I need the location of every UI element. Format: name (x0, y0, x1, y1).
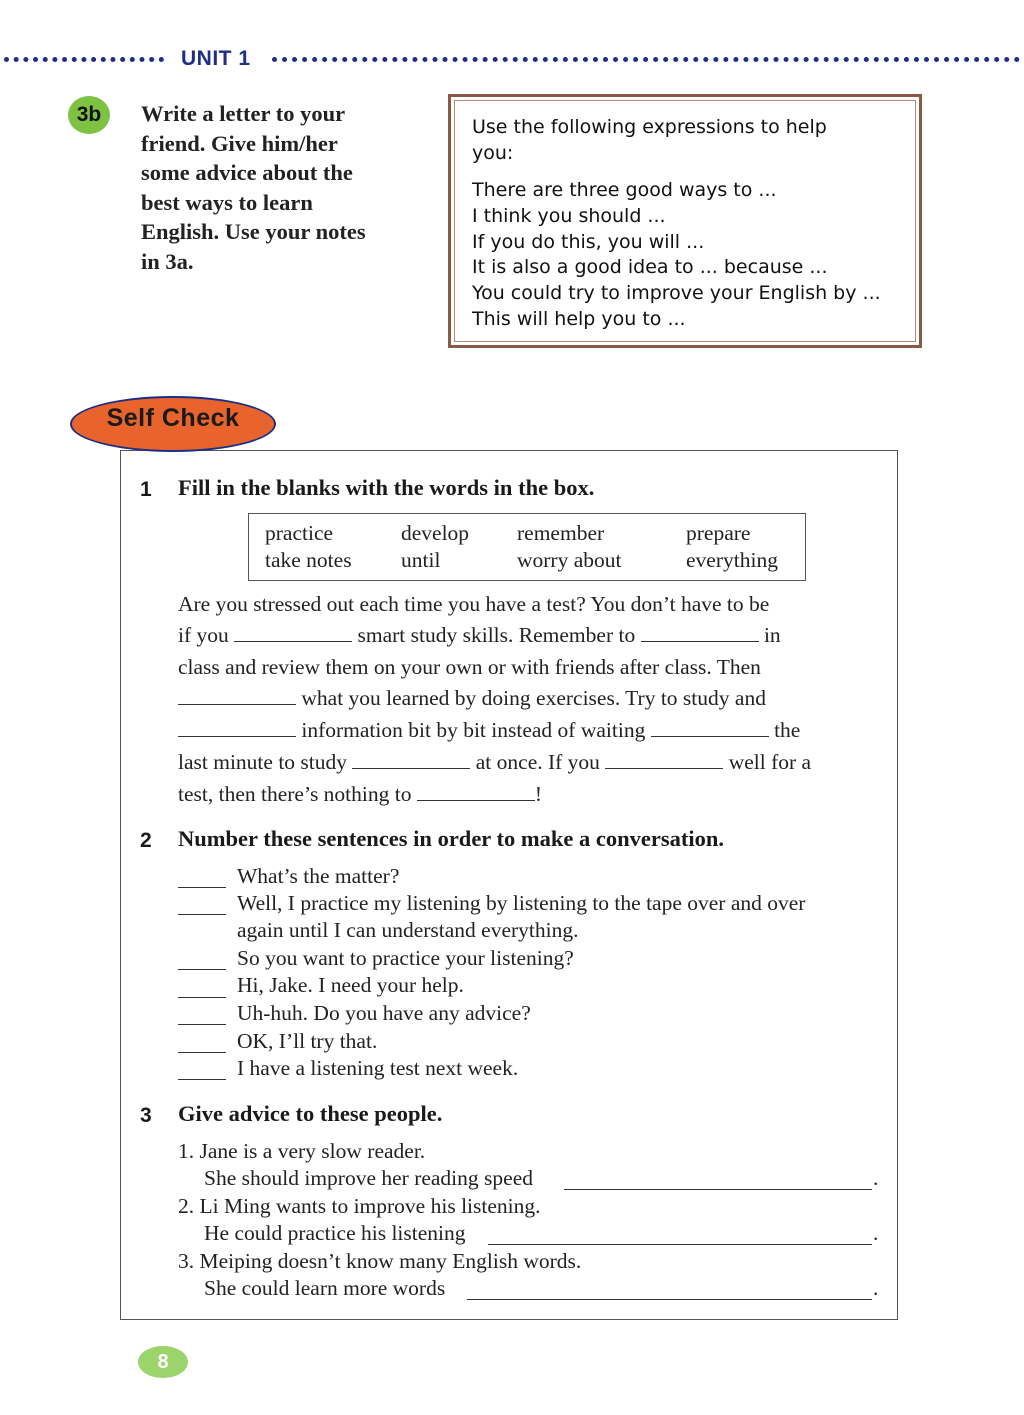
word-item: until (401, 548, 441, 572)
task-3b-line: Write a letter to your (141, 101, 346, 126)
fill-blank[interactable] (605, 750, 723, 769)
task-3b-line: friend. Give him/her (141, 130, 338, 156)
expression-item: If you do this, you will ... (472, 230, 705, 253)
advice-answer-blank[interactable] (488, 1244, 872, 1245)
header-dots-left (4, 57, 164, 62)
conversation-line: I have a listening test next week. (237, 1056, 519, 1080)
advice-answer-blank[interactable] (467, 1299, 872, 1300)
q1-paragraph-line: last minute to study at once. If you well for a (178, 750, 812, 774)
q1-paragraph-line: what you learned by doing exercises. Try to study and (178, 686, 868, 711)
q1-paragraph-line: class and review them on your own or with friends after class. Then (178, 655, 761, 679)
order-blank[interactable] (178, 887, 226, 888)
advice-end-mark: . (873, 1221, 879, 1245)
fill-blank[interactable] (417, 782, 535, 801)
task-3b-instructions (141, 99, 411, 277)
task-3b-line: some advice about the (141, 160, 353, 186)
word-item: develop (401, 521, 470, 545)
word-item: worry about (517, 548, 622, 572)
fill-blank[interactable] (651, 718, 769, 737)
advice-answer-blank[interactable] (564, 1189, 872, 1190)
conversation-line: So you want to practice your listening? (237, 946, 574, 970)
advice-situation: 1. Jane is a very slow reader. (178, 1139, 426, 1163)
order-blank[interactable] (178, 997, 226, 998)
word-item: prepare (686, 521, 751, 545)
q1-title: Fill in the blanks with the words in the box. (178, 475, 595, 500)
unit-label: UNIT 1 (181, 47, 251, 70)
fill-blank[interactable] (234, 623, 352, 642)
order-blank[interactable] (178, 914, 226, 915)
word-item: take notes (265, 548, 352, 572)
expressions-list (472, 178, 912, 333)
order-blank[interactable] (178, 1079, 226, 1080)
expression-item: You could try to improve your English by ... (472, 282, 881, 305)
expression-item: I think you should ... (472, 204, 666, 227)
advice-situation: 3. Meiping doesn’t know many English words. (178, 1249, 582, 1273)
header-dots-right (272, 57, 1020, 62)
page-number: 8 (138, 1346, 188, 1378)
conversation-line: What’s the matter? (237, 864, 400, 888)
order-blank[interactable] (178, 1024, 226, 1025)
expression-item: It is also a good idea to ... because ... (472, 256, 828, 279)
word-item: practice (265, 521, 334, 545)
expressions-box-title: Use the following expressions to help you: (472, 116, 827, 164)
advice-prompt: She could learn more words (204, 1276, 446, 1300)
task-3b-line: in 3a. (141, 248, 194, 274)
fill-blank[interactable] (641, 623, 759, 642)
advice-end-mark: . (873, 1166, 879, 1190)
order-blank[interactable] (178, 1052, 226, 1053)
q2-title: Number these sentences in order to make a conversation. (178, 826, 724, 851)
conversation-line: again until I can understand everything. (237, 918, 579, 942)
order-blank[interactable] (178, 969, 226, 970)
conversation-line: Hi, Jake. I need your help. (237, 973, 464, 997)
task-3b-line: best ways to learn (141, 189, 313, 215)
fill-blank[interactable] (352, 750, 470, 769)
expression-item: There are three good ways to ... (472, 179, 777, 201)
q3-title: Give advice to these people. (178, 1101, 443, 1126)
q1-number: 1 (140, 478, 152, 501)
q1-paragraph-line: Are you stressed out each time you have a test? You don’t have to be (178, 592, 770, 616)
q1-paragraph-line: information bit by bit instead of waiting the (178, 718, 868, 743)
fill-blank[interactable] (178, 718, 296, 737)
conversation-line: OK, I’ll try that. (237, 1029, 378, 1053)
task-3b-badge: 3b (68, 96, 110, 134)
word-item: everything (686, 548, 778, 572)
conversation-line: Uh-huh. Do you have any advice? (237, 1001, 531, 1025)
word-item: remember (517, 521, 605, 545)
advice-prompt: He could practice his listening (204, 1221, 466, 1245)
fill-blank[interactable] (178, 686, 296, 705)
advice-prompt: She should improve her reading speed (204, 1166, 533, 1190)
advice-end-mark: . (873, 1276, 879, 1300)
conversation-line: Well, I practice my listening by listening to the tape over and over (237, 891, 806, 915)
q1-paragraph-line: if you smart study skills. Remember to in (178, 623, 781, 647)
expression-item: This will help you to ... (472, 307, 686, 330)
q2-number: 2 (140, 829, 152, 852)
q1-paragraph-line: test, then there’s nothing to ! (178, 782, 543, 806)
task-3b-line: English. Use your notes (141, 219, 366, 245)
q3-number: 3 (140, 1104, 152, 1127)
self-check-label: Self Check (106, 404, 240, 432)
advice-situation: 2. Li Ming wants to improve his listening. (178, 1194, 541, 1218)
